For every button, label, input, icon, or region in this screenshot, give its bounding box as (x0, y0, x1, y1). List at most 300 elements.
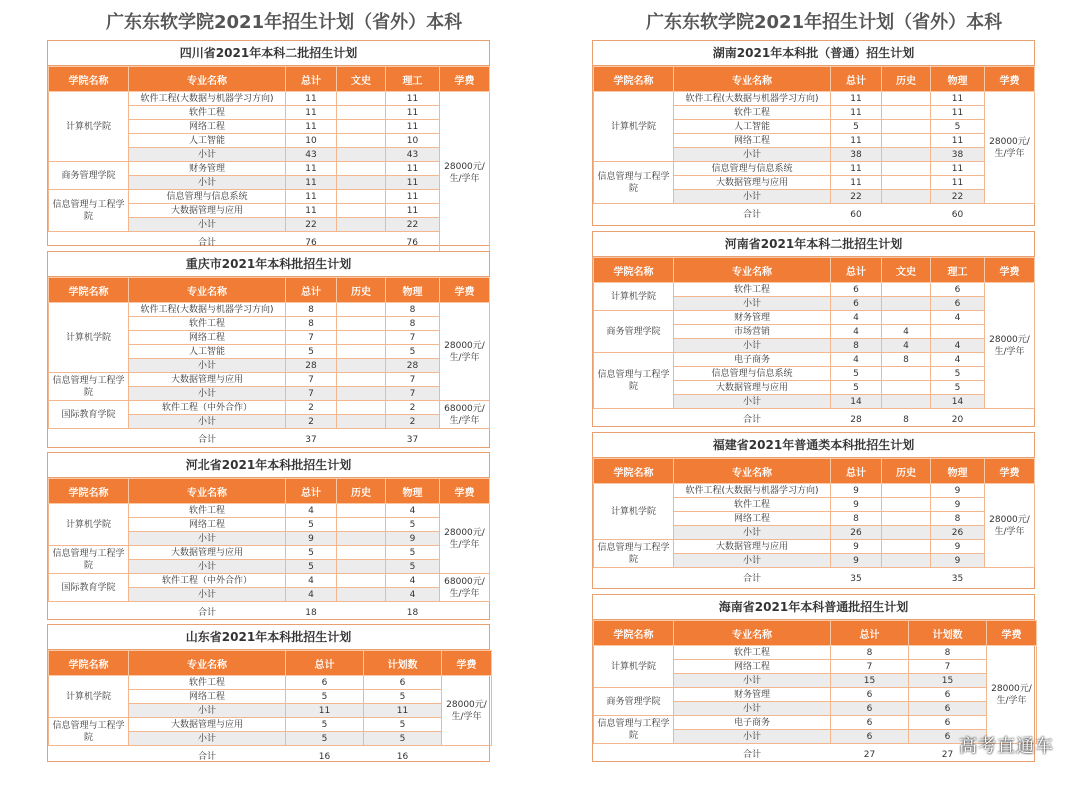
value-cell: 2 (286, 415, 337, 429)
value-cell: 11 (286, 120, 337, 134)
value-cell: 4 (882, 339, 931, 353)
column-header: 理工 (931, 258, 985, 283)
header-row (49, 479, 490, 504)
total-value: 60 (831, 204, 882, 227)
major-name: 信息管理与信息系统 (674, 162, 831, 176)
table-title: 海南省2021年本科普通批招生计划 (593, 595, 1034, 620)
value-cell: 22 (831, 190, 882, 204)
value-cell (882, 554, 931, 568)
total-value: 16 (286, 746, 364, 769)
total-label: 合计 (49, 429, 286, 452)
value-cell: 6 (909, 702, 987, 716)
table-fujian (592, 432, 1035, 589)
value-cell: 7 (386, 373, 440, 387)
value-cell: 8 (882, 353, 931, 367)
table-row (594, 646, 1037, 660)
major-name: 软件工程 (129, 676, 286, 690)
value-cell: 5 (386, 345, 440, 359)
value-cell: 9 (831, 484, 882, 498)
subtotal-label: 小计 (129, 415, 286, 429)
value-cell (337, 317, 386, 331)
column-header: 学费 (440, 479, 490, 504)
column-header: 理工 (386, 67, 440, 92)
value-cell: 6 (909, 688, 987, 702)
column-header: 学院名称 (594, 459, 674, 484)
tuition-fee: 28000元/生/学年 (440, 92, 490, 255)
table-row (49, 504, 490, 518)
major-name: 软件工程(大数据与机器学习方向) (129, 303, 286, 317)
subtotal-label: 小计 (129, 704, 286, 718)
header-row (49, 67, 490, 92)
value-cell: 8 (831, 646, 909, 660)
header-row (594, 621, 1037, 646)
value-cell: 14 (831, 395, 882, 409)
major-name: 网络工程 (674, 134, 831, 148)
value-cell (882, 484, 931, 498)
major-name: 网络工程 (674, 512, 831, 526)
table-row (49, 373, 490, 387)
tuition-fee: 68000元/生/学年 (440, 574, 490, 602)
value-cell: 10 (286, 134, 337, 148)
column-header: 学院名称 (594, 67, 674, 92)
subtotal-label: 小计 (674, 526, 831, 540)
value-cell (337, 373, 386, 387)
value-cell: 22 (386, 218, 440, 232)
value-cell (882, 395, 931, 409)
major-name: 大数据管理与应用 (674, 381, 831, 395)
value-cell: 9 (931, 484, 985, 498)
value-cell: 5 (286, 560, 337, 574)
value-cell: 11 (286, 92, 337, 106)
subtotal-label: 小计 (674, 297, 831, 311)
value-cell (882, 120, 931, 134)
total-row (49, 602, 490, 625)
value-cell: 6 (364, 676, 442, 690)
tuition-fee: 68000元/生/学年 (440, 401, 490, 429)
column-header: 总计 (831, 621, 909, 646)
value-cell: 6 (931, 297, 985, 311)
table-row (594, 716, 1037, 730)
major-name: 网络工程 (674, 660, 831, 674)
value-cell: 28 (386, 359, 440, 373)
major-name: 电子商务 (674, 353, 831, 367)
total-label: 合计 (49, 602, 286, 625)
subtotal-label: 小计 (674, 148, 831, 162)
value-cell: 11 (286, 106, 337, 120)
total-value: 20 (931, 409, 985, 432)
value-cell: 6 (286, 676, 364, 690)
value-cell (337, 415, 386, 429)
value-cell: 7 (909, 660, 987, 674)
column-header: 专业名称 (674, 67, 831, 92)
major-name: 大数据管理与应用 (129, 204, 286, 218)
value-cell (882, 297, 931, 311)
table-title: 河南省2021年本科二批招生计划 (593, 232, 1034, 257)
value-cell: 11 (386, 204, 440, 218)
value-cell (882, 498, 931, 512)
column-header: 历史 (337, 278, 386, 303)
major-name: 大数据管理与应用 (129, 546, 286, 560)
major-name: 大数据管理与应用 (129, 373, 286, 387)
column-header: 总计 (286, 67, 337, 92)
value-cell: 9 (931, 498, 985, 512)
plan-table (48, 478, 490, 624)
subtotal-label: 小计 (674, 339, 831, 353)
school-name: 商务管理学院 (594, 688, 674, 716)
value-cell: 38 (931, 148, 985, 162)
value-cell: 4 (882, 325, 931, 339)
table-title: 湖南2021年本科批（普通）招生计划 (593, 41, 1034, 66)
value-cell: 5 (386, 518, 440, 532)
total-row (594, 409, 1035, 432)
value-cell (337, 532, 386, 546)
table-hunan (592, 40, 1035, 226)
value-cell: 5 (364, 690, 442, 704)
column-header: 专业名称 (129, 479, 286, 504)
value-cell: 11 (386, 92, 440, 106)
value-cell (882, 148, 931, 162)
value-cell (882, 367, 931, 381)
value-cell: 2 (386, 415, 440, 429)
column-header: 物理 (931, 67, 985, 92)
value-cell: 9 (831, 554, 882, 568)
major-name: 网络工程 (129, 331, 286, 345)
school-name: 信息管理与工程学院 (594, 162, 674, 204)
major-name: 网络工程 (129, 690, 286, 704)
value-cell (337, 134, 386, 148)
value-cell: 6 (831, 688, 909, 702)
value-cell (337, 546, 386, 560)
value-cell: 2 (386, 401, 440, 415)
value-cell: 43 (386, 148, 440, 162)
header-row (594, 67, 1035, 92)
major-name: 软件工程 (674, 646, 831, 660)
value-cell: 11 (286, 190, 337, 204)
table-row (49, 718, 492, 732)
value-cell: 11 (931, 134, 985, 148)
total-value: 16 (364, 746, 442, 769)
major-name: 大数据管理与应用 (129, 718, 286, 732)
value-cell: 5 (831, 381, 882, 395)
school-name: 计算机学院 (49, 303, 129, 373)
total-empty (440, 429, 490, 452)
school-name: 计算机学院 (49, 504, 129, 546)
column-header: 专业名称 (674, 621, 831, 646)
school-name: 国际教育学院 (49, 574, 129, 602)
value-cell (337, 331, 386, 345)
total-label: 合计 (594, 568, 831, 591)
subtotal-label: 小计 (674, 702, 831, 716)
plan-table (48, 66, 490, 255)
column-header: 物理 (931, 459, 985, 484)
total-label: 合计 (49, 746, 286, 769)
value-cell: 5 (286, 345, 337, 359)
value-cell: 4 (931, 311, 985, 325)
value-cell (337, 204, 386, 218)
column-header: 总计 (286, 651, 364, 676)
column-header: 专业名称 (129, 278, 286, 303)
value-cell (882, 381, 931, 395)
column-header: 学费 (985, 258, 1035, 283)
value-cell: 5 (386, 560, 440, 574)
subtotal-label: 小计 (674, 395, 831, 409)
header-row (594, 459, 1035, 484)
table-title: 福建省2021年普通类本科批招生计划 (593, 433, 1034, 458)
column-header: 文史 (337, 67, 386, 92)
column-header: 学院名称 (49, 278, 129, 303)
value-cell: 11 (831, 106, 882, 120)
value-cell: 2 (286, 401, 337, 415)
value-cell: 8 (931, 512, 985, 526)
value-cell: 8 (286, 303, 337, 317)
value-cell (337, 303, 386, 317)
total-value: 76 (286, 232, 337, 255)
value-cell: 26 (831, 526, 882, 540)
tuition-fee: 28000元/生/学年 (985, 92, 1035, 204)
major-name: 软件工程（中外合作） (129, 574, 286, 588)
value-cell (337, 588, 386, 602)
table-row (594, 688, 1037, 702)
value-cell (882, 540, 931, 554)
column-header: 学院名称 (594, 621, 674, 646)
subtotal-label: 小计 (674, 554, 831, 568)
total-row (594, 204, 1035, 227)
subtotal-label: 小计 (674, 190, 831, 204)
column-header: 总计 (286, 278, 337, 303)
table-row (594, 162, 1035, 176)
header-row (49, 651, 492, 676)
column-header: 物理 (386, 479, 440, 504)
column-header: 学院名称 (49, 651, 129, 676)
major-name: 财务管理 (674, 311, 831, 325)
major-name: 软件工程 (129, 106, 286, 120)
value-cell: 7 (286, 373, 337, 387)
school-name: 信息管理与工程学院 (594, 716, 674, 744)
value-cell: 8 (831, 339, 882, 353)
value-cell: 4 (286, 588, 337, 602)
value-cell (882, 512, 931, 526)
total-value (882, 204, 931, 227)
value-cell: 8 (386, 317, 440, 331)
subtotal-label: 小计 (129, 532, 286, 546)
table-row (49, 162, 490, 176)
value-cell (337, 120, 386, 134)
value-cell: 9 (831, 498, 882, 512)
value-cell: 6 (909, 730, 987, 744)
value-cell: 5 (286, 518, 337, 532)
table-row (49, 574, 490, 588)
value-cell: 4 (831, 325, 882, 339)
total-value: 60 (931, 204, 985, 227)
column-header: 历史 (337, 479, 386, 504)
plan-table (593, 458, 1035, 590)
value-cell: 6 (831, 297, 882, 311)
major-name: 大数据管理与应用 (674, 176, 831, 190)
total-value: 35 (831, 568, 882, 591)
value-cell (882, 134, 931, 148)
subtotal-label: 小计 (129, 732, 286, 746)
tuition-fee: 28000元/生/学年 (440, 504, 490, 574)
major-name: 财务管理 (674, 688, 831, 702)
value-cell: 5 (831, 367, 882, 381)
value-cell (337, 387, 386, 401)
major-name: 软件工程（中外合作） (129, 401, 286, 415)
table-hebei (47, 452, 490, 620)
school-name: 国际教育学院 (49, 401, 129, 429)
plan-table (593, 257, 1035, 431)
major-name: 信息管理与信息系统 (129, 190, 286, 204)
total-value: 27 (831, 744, 909, 767)
table-row (49, 92, 490, 106)
value-cell: 10 (386, 134, 440, 148)
value-cell (882, 162, 931, 176)
value-cell: 4 (931, 339, 985, 353)
major-name: 软件工程(大数据与机器学习方向) (674, 92, 831, 106)
total-label: 合计 (49, 232, 286, 255)
column-header: 历史 (882, 67, 931, 92)
value-cell: 8 (386, 303, 440, 317)
value-cell: 6 (909, 716, 987, 730)
tuition-fee: 28000元/生/学年 (985, 484, 1035, 568)
column-header: 学费 (987, 621, 1037, 646)
subtotal-label: 小计 (674, 674, 831, 688)
major-name: 软件工程 (674, 283, 831, 297)
major-name: 电子商务 (674, 716, 831, 730)
table-title: 山东省2021年本科批招生计划 (48, 625, 489, 650)
major-name: 软件工程(大数据与机器学习方向) (129, 92, 286, 106)
total-label: 合计 (594, 204, 831, 227)
value-cell (337, 218, 386, 232)
value-cell: 5 (386, 546, 440, 560)
value-cell: 11 (931, 162, 985, 176)
table-row (594, 92, 1035, 106)
value-cell: 9 (931, 554, 985, 568)
column-header: 学费 (442, 651, 492, 676)
table-row (49, 401, 490, 415)
table-title: 四川省2021年本科二批招生计划 (48, 41, 489, 66)
plan-table (48, 650, 492, 768)
value-cell: 11 (386, 176, 440, 190)
total-value: 35 (931, 568, 985, 591)
value-cell (931, 325, 985, 339)
total-value: 18 (286, 602, 337, 625)
column-header: 学费 (440, 67, 490, 92)
value-cell (337, 560, 386, 574)
school-name: 商务管理学院 (49, 162, 129, 190)
column-header: 总计 (831, 67, 882, 92)
major-name: 软件工程 (129, 504, 286, 518)
value-cell: 8 (831, 512, 882, 526)
value-cell: 22 (286, 218, 337, 232)
column-header: 学费 (985, 459, 1035, 484)
table-sichuan (47, 40, 490, 246)
value-cell (337, 574, 386, 588)
value-cell: 6 (831, 730, 909, 744)
value-cell (882, 92, 931, 106)
value-cell (882, 190, 931, 204)
value-cell: 11 (831, 162, 882, 176)
table-shandong (47, 624, 490, 762)
tuition-fee: 28000元/生/学年 (442, 676, 492, 746)
total-empty (985, 204, 1035, 227)
value-cell: 7 (286, 387, 337, 401)
value-cell: 15 (909, 674, 987, 688)
major-name: 信息管理与信息系统 (674, 367, 831, 381)
total-row (49, 429, 490, 452)
value-cell: 38 (831, 148, 882, 162)
school-name: 计算机学院 (594, 283, 674, 311)
value-cell: 11 (386, 162, 440, 176)
value-cell: 11 (286, 204, 337, 218)
value-cell: 8 (286, 317, 337, 331)
major-name: 网络工程 (129, 518, 286, 532)
subtotal-label: 小计 (129, 218, 286, 232)
value-cell (337, 504, 386, 518)
column-header: 学院名称 (594, 258, 674, 283)
subtotal-label: 小计 (129, 176, 286, 190)
table-row (594, 311, 1035, 325)
value-cell (337, 106, 386, 120)
column-header: 学院名称 (49, 67, 129, 92)
value-cell: 11 (931, 176, 985, 190)
value-cell: 11 (286, 176, 337, 190)
value-cell: 5 (286, 732, 364, 746)
major-name: 网络工程 (129, 120, 286, 134)
value-cell: 7 (386, 387, 440, 401)
column-header: 总计 (831, 459, 882, 484)
value-cell: 11 (386, 190, 440, 204)
value-cell: 6 (831, 716, 909, 730)
value-cell: 6 (931, 283, 985, 297)
table-title: 河北省2021年本科批招生计划 (48, 453, 489, 478)
total-value: 37 (386, 429, 440, 452)
value-cell: 4 (931, 353, 985, 367)
value-cell (337, 359, 386, 373)
column-header: 计划数 (364, 651, 442, 676)
total-value (337, 429, 386, 452)
school-name: 信息管理与工程学院 (594, 540, 674, 568)
subtotal-label: 小计 (129, 387, 286, 401)
school-name: 信息管理与工程学院 (49, 718, 129, 746)
total-value: 27 (909, 744, 987, 767)
total-label: 合计 (594, 744, 831, 767)
table-row (594, 484, 1035, 498)
column-header: 总计 (831, 258, 882, 283)
header-row (49, 278, 490, 303)
value-cell (337, 518, 386, 532)
value-cell: 7 (286, 331, 337, 345)
table-row (594, 353, 1035, 367)
value-cell: 11 (286, 704, 364, 718)
school-name: 计算机学院 (594, 484, 674, 540)
value-cell: 4 (386, 574, 440, 588)
total-empty (985, 568, 1035, 591)
total-empty (985, 409, 1035, 432)
column-header: 专业名称 (129, 67, 286, 92)
value-cell: 5 (364, 718, 442, 732)
value-cell: 11 (831, 176, 882, 190)
total-row (49, 746, 492, 769)
value-cell: 5 (286, 690, 364, 704)
school-name: 信息管理与工程学院 (49, 190, 129, 232)
table-henan (592, 231, 1035, 427)
value-cell: 4 (386, 588, 440, 602)
major-name: 软件工程 (129, 317, 286, 331)
table-title: 重庆市2021年本科批招生计划 (48, 252, 489, 277)
column-header: 专业名称 (674, 459, 831, 484)
value-cell: 5 (931, 381, 985, 395)
value-cell: 11 (931, 92, 985, 106)
